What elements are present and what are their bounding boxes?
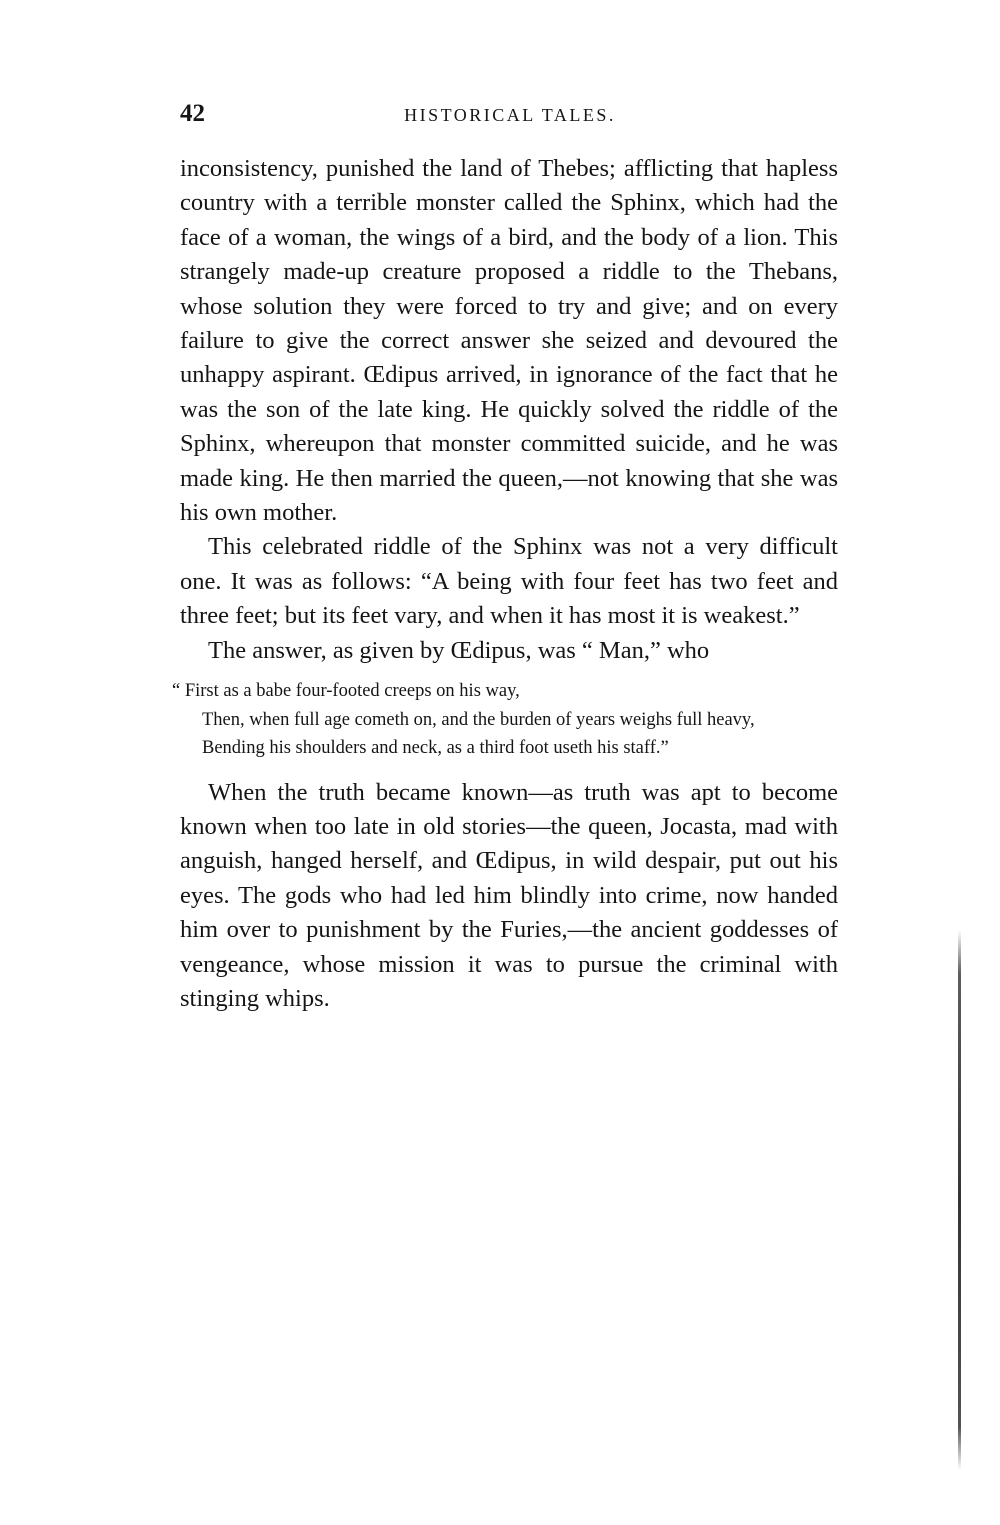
page-number: 42 xyxy=(180,100,205,127)
paragraph-answer: The answer, as given by Œdipus, was “ Man,” who xyxy=(208,636,710,664)
paragraph-continuation: inconsistency, punished the land of Thebes; afflicting that hapless country with a terrible monster called the Sphinx, which had the face of a woman, the wings of a bird, and the body of a lion. This strangely made-up creature proposed a riddle to the Thebans, whose solution they were forced to try and give; and on every failure to give the correct answer she seized and devoured the unhappy aspirant. Œdipus arrived, in ignorance of the fact that he was the son of the late king. He quickly solved the riddle of the Sphinx, whereupon that monster committed suicide, and he was made king. He then married the queen,—not knowing that she was his own mother. xyxy=(180,155,838,527)
verse-line-1: “ First as a babe four-footed creeps on his way, xyxy=(172,681,520,702)
running-title: HISTORICAL TALES. xyxy=(404,105,616,125)
verse-line-3: Bending his shoulders and neck, as a third foot useth his staff.” xyxy=(202,738,669,759)
verse-quotation xyxy=(172,678,838,762)
body-text xyxy=(172,152,838,1016)
verse-line-2: Then, when full age cometh on, and the burden of years weighs full heavy, xyxy=(202,709,755,730)
scan-edge-mark xyxy=(958,930,961,1470)
paragraph-riddle: This celebrated riddle of the Sphinx was not a very difficult one. It was as follows: “A being with four feet has two feet and three feet; but its feet vary, and when it has most it is weakest.” xyxy=(180,533,838,630)
paragraph-conclusion: When the truth became known—as truth was apt to become known when too late in old stories—the queen, Jocasta, mad with anguish, hanged herself, and Œdipus, in wild despair, put out his eyes. The gods who had led him blindly into crime, now handed him over to punishment by the Furies,—the ancient goddesses of vengeance, whose mission it was to pursue the criminal with stinging whips. xyxy=(180,778,838,1013)
page-header xyxy=(180,100,840,130)
